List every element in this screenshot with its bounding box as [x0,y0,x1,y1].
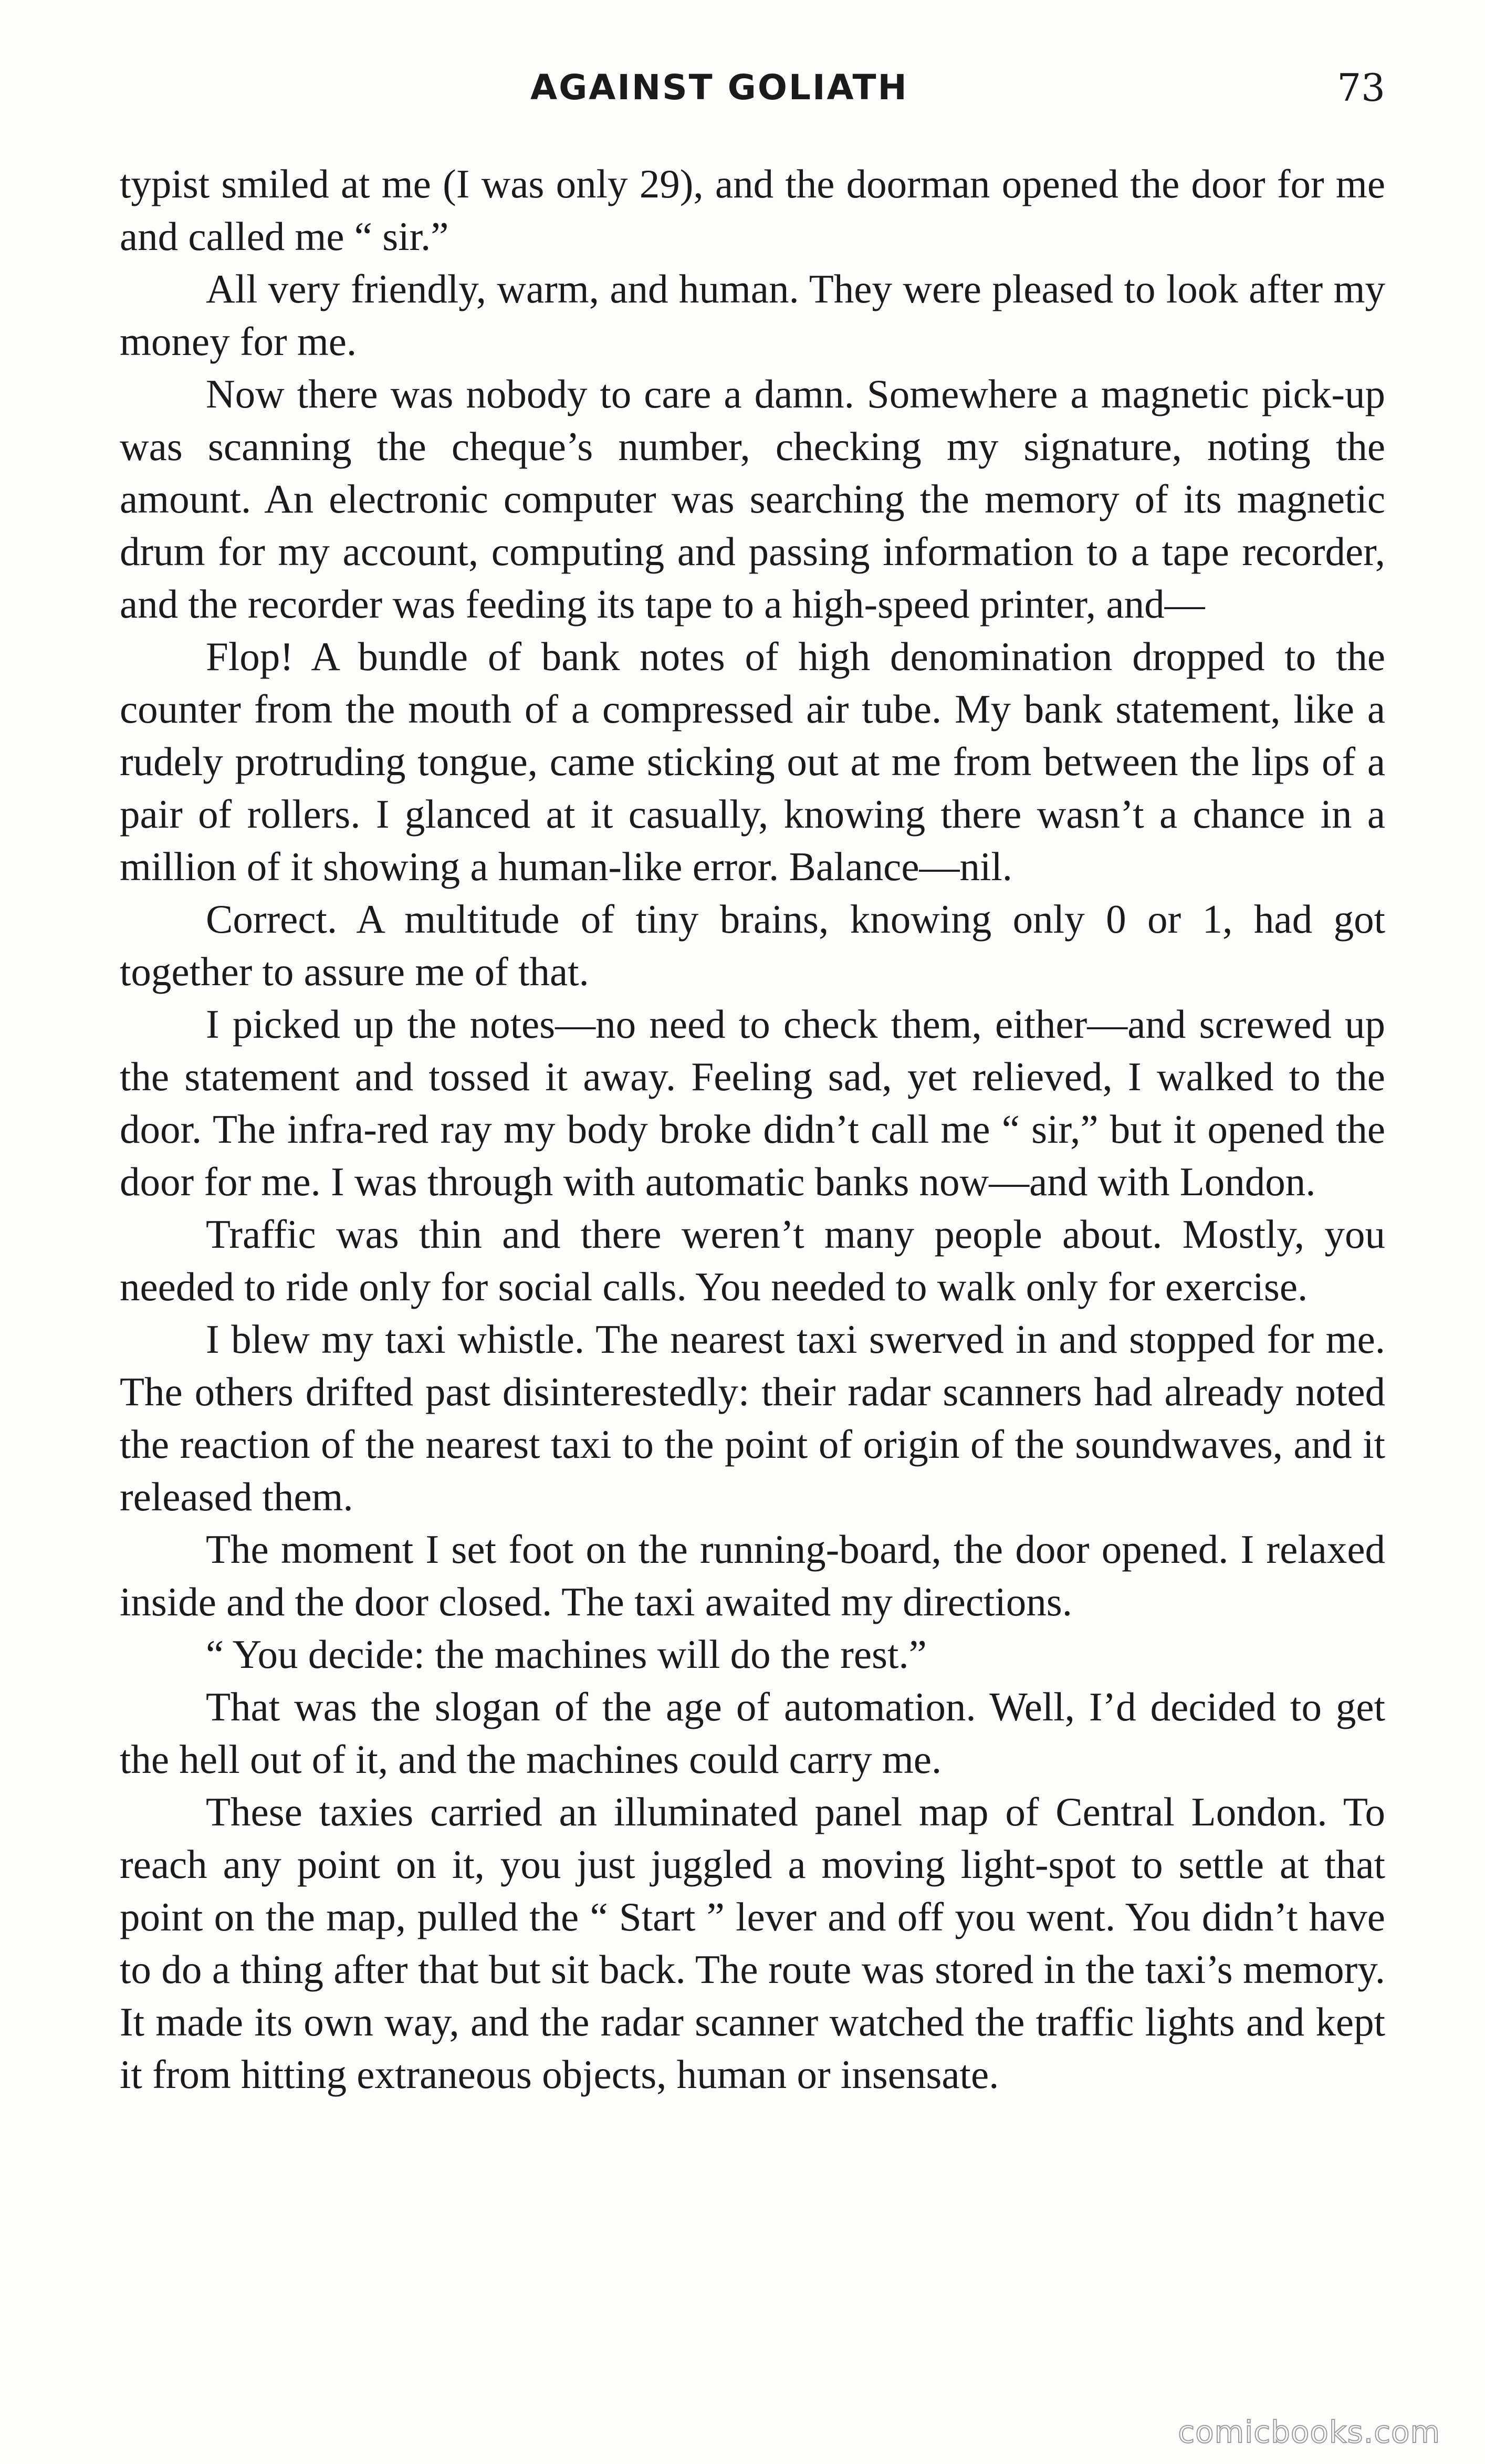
page-header [0,64,1485,111]
paragraph: Traffic was thin and there weren’t many people about. Mostly, you needed to ride only for social calls. You needed to walk only for exercise. [120,1212,1385,1309]
paragraph: Flop! A bundle of bank notes of high denomination dropped to the counter from the mouth of a compressed air tube. My bank statement, like a rudely protruding tongue, came sticking out at me from between the lips of a pair of rollers. I glanced at it casually, knowing there wasn’t a chance in a million of it showing a human-like error. Balance—nil. [120,634,1385,889]
paragraph: I picked up the notes—no need to check them, either—and screwed up the statement and tossed it away. Feeling sad, yet relieved, I walked to the door. The infra-red ray my body broke didn’t call me “ sir,” but it opened the door for me. I was through with automatic banks now—and with London. [120,1001,1385,1204]
paragraph: All very friendly, warm, and human. They were pleased to look after my money for me. [120,266,1385,364]
paragraph: I blew my taxi whistle. The nearest taxi swerved in and stopped for me. The others drifted past disinterestedly: their radar scanners had already noted the reaction of the nearest taxi to the point of origin of the soundwaves, and it released them. [120,1317,1385,1519]
body-text [120,158,1385,2101]
paragraph: “ You decide: the machines will do the rest.” [206,1632,927,1677]
paragraph: That was the slogan of the age of automation. Well, I’d decided to get the hell out of it, and the machines could carry me. [120,1684,1385,1782]
page-number: 73 [1337,66,1385,110]
watermark: comicbooks.com [1178,2414,1440,2450]
paragraph: The moment I set foot on the running-board, the door opened. I relaxed inside and the door closed. The taxi awaited my directions. [120,1527,1385,1624]
paragraph: Correct. A multitude of tiny brains, knowing only 0 or 1, had got together to assure me of that. [120,896,1385,994]
paragraph: typist smiled at me (I was only 29), and the doorman opened the door for me and called me “ sir.” [120,161,1385,259]
running-title: AGAINST GOLIATH [530,67,908,108]
paragraph: Now there was nobody to care a damn. Somewhere a magnetic pick-up was scanning the cheque’s number, checking my signature, noting the amount. An electronic computer was searching the memory of its magnetic drum for my account, computing and passing information to a tape recorder, and the recorder was feeding its tape to a high-speed printer, and— [120,371,1385,627]
paragraph: These taxies carried an illuminated panel map of Central London. To reach any point on it, you just juggled a moving light-spot to settle at that point on the map, pulled the “ Start ” lever and off you went. You didn’t have to do a thing after that but sit back. The route was stored in the taxi’s memory. It made its own way, and the radar scanner watched the traffic lights and kept it from hitting extraneous objects, human or insensate. [120,1789,1385,2097]
